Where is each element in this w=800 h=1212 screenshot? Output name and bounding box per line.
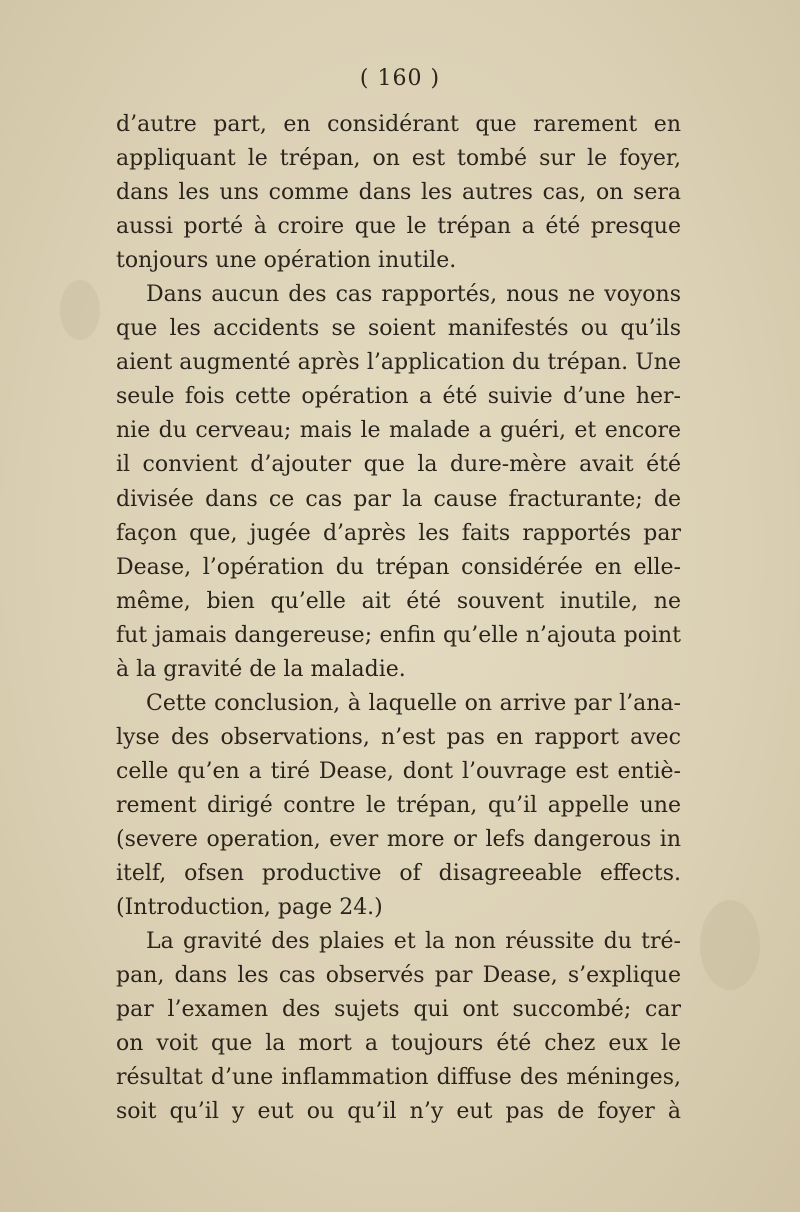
text-line: façon que, jugée d’après les faits rapportés par xyxy=(116,520,681,546)
text-line: aient augmenté après l’application du trépan. Une xyxy=(116,350,681,376)
text-line: La gravité des plaies et la non réussite du tré- xyxy=(146,929,681,955)
text-line: Dans aucun des cas rapportés, nous ne voyons xyxy=(146,282,681,308)
text-line: seule fois cette opération a été suivie d’une her- xyxy=(116,384,681,410)
text-line: que les accidents se soient manifestés ou qu’ils xyxy=(116,316,681,342)
text-line: (severe operation, ever more or lefs dangerous in xyxy=(116,826,681,852)
text-line: il convient d’ajouter que la dure-mère avait été xyxy=(116,452,681,478)
text-line: par l’examen des sujets qui ont succombé; car xyxy=(116,997,681,1023)
text-line: Dease, l’opération du trépan considérée en elle- xyxy=(116,554,681,580)
paper-stain xyxy=(700,900,760,990)
text-line: tonjours une opération inutile. xyxy=(116,248,457,274)
text-line: Cette conclusion, à laquelle on arrive par l’ana- xyxy=(146,690,681,716)
text-line: d’autre part, en considérant que rarement en xyxy=(116,112,681,137)
text-line: rement dirigé contre le trépan, qu’il appelle une xyxy=(116,792,681,818)
paper-stain xyxy=(60,280,100,340)
text-line: itelf, ofsen productive of disagreeable effects. xyxy=(116,861,681,887)
text-line: divisée dans ce cas par la cause fracturante; de xyxy=(116,486,681,512)
text-line: fut jamais dangereuse; enfin qu’elle n’ajouta point xyxy=(116,622,681,648)
text-line: résultat d’une inflammation diffuse des méninges, xyxy=(116,1065,681,1091)
text-line: celle qu’en a tiré Dease, dont l’ouvrage est entiè- xyxy=(116,758,681,784)
text-line: lyse des observations, n’est pas en rapport avec xyxy=(116,724,681,750)
text-line: (Introduction, page 24.) xyxy=(116,895,383,921)
text-line: on voit que la mort a toujours été chez eux le xyxy=(116,1031,681,1057)
text-line: aussi porté à croire que le trépan a été presque xyxy=(116,214,681,240)
text-line: à la gravité de la maladie. xyxy=(116,656,406,682)
body-text xyxy=(116,108,681,1129)
text-line: pan, dans les cas observés par Dease, s’explique xyxy=(116,963,681,989)
text-line: dans les uns comme dans les autres cas, on sera xyxy=(116,180,681,206)
text-line: soit qu’il y eut ou qu’il n’y eut pas de foyer à xyxy=(116,1099,681,1125)
page-number: ( 160 ) xyxy=(359,66,441,91)
text-line: appliquant le trépan, on est tombé sur le foyer, xyxy=(116,146,681,172)
text-line: même, bien qu’elle ait été souvent inutile, ne xyxy=(116,588,681,614)
text-line: nie du cerveau; mais le malade a guéri, et encore xyxy=(116,418,681,444)
